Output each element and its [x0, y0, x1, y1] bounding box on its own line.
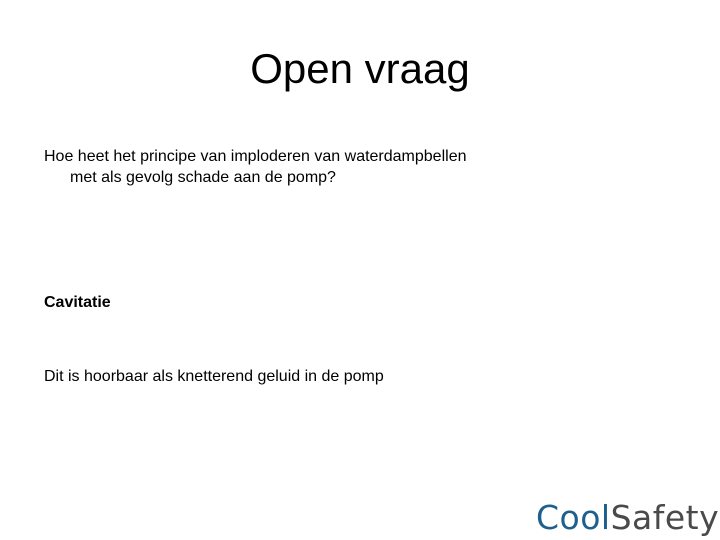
question-line-1: Hoe heet het principe van imploderen van waterdampbellen: [44, 148, 467, 165]
explanation-text: Dit is hoorbaar als knetterend geluid in de pomp: [44, 368, 384, 385]
question-line-2: met als gevolg schade aan de pomp?: [70, 169, 336, 186]
logo-text-cool: Cool: [536, 498, 611, 537]
slide-title: Open vraag: [250, 45, 470, 92]
answer-text: Cavitatie: [44, 294, 111, 311]
logo-text-safety: Safety: [610, 498, 720, 537]
coolsafety-logo: [536, 496, 719, 540]
question-text: [44, 146, 664, 188]
